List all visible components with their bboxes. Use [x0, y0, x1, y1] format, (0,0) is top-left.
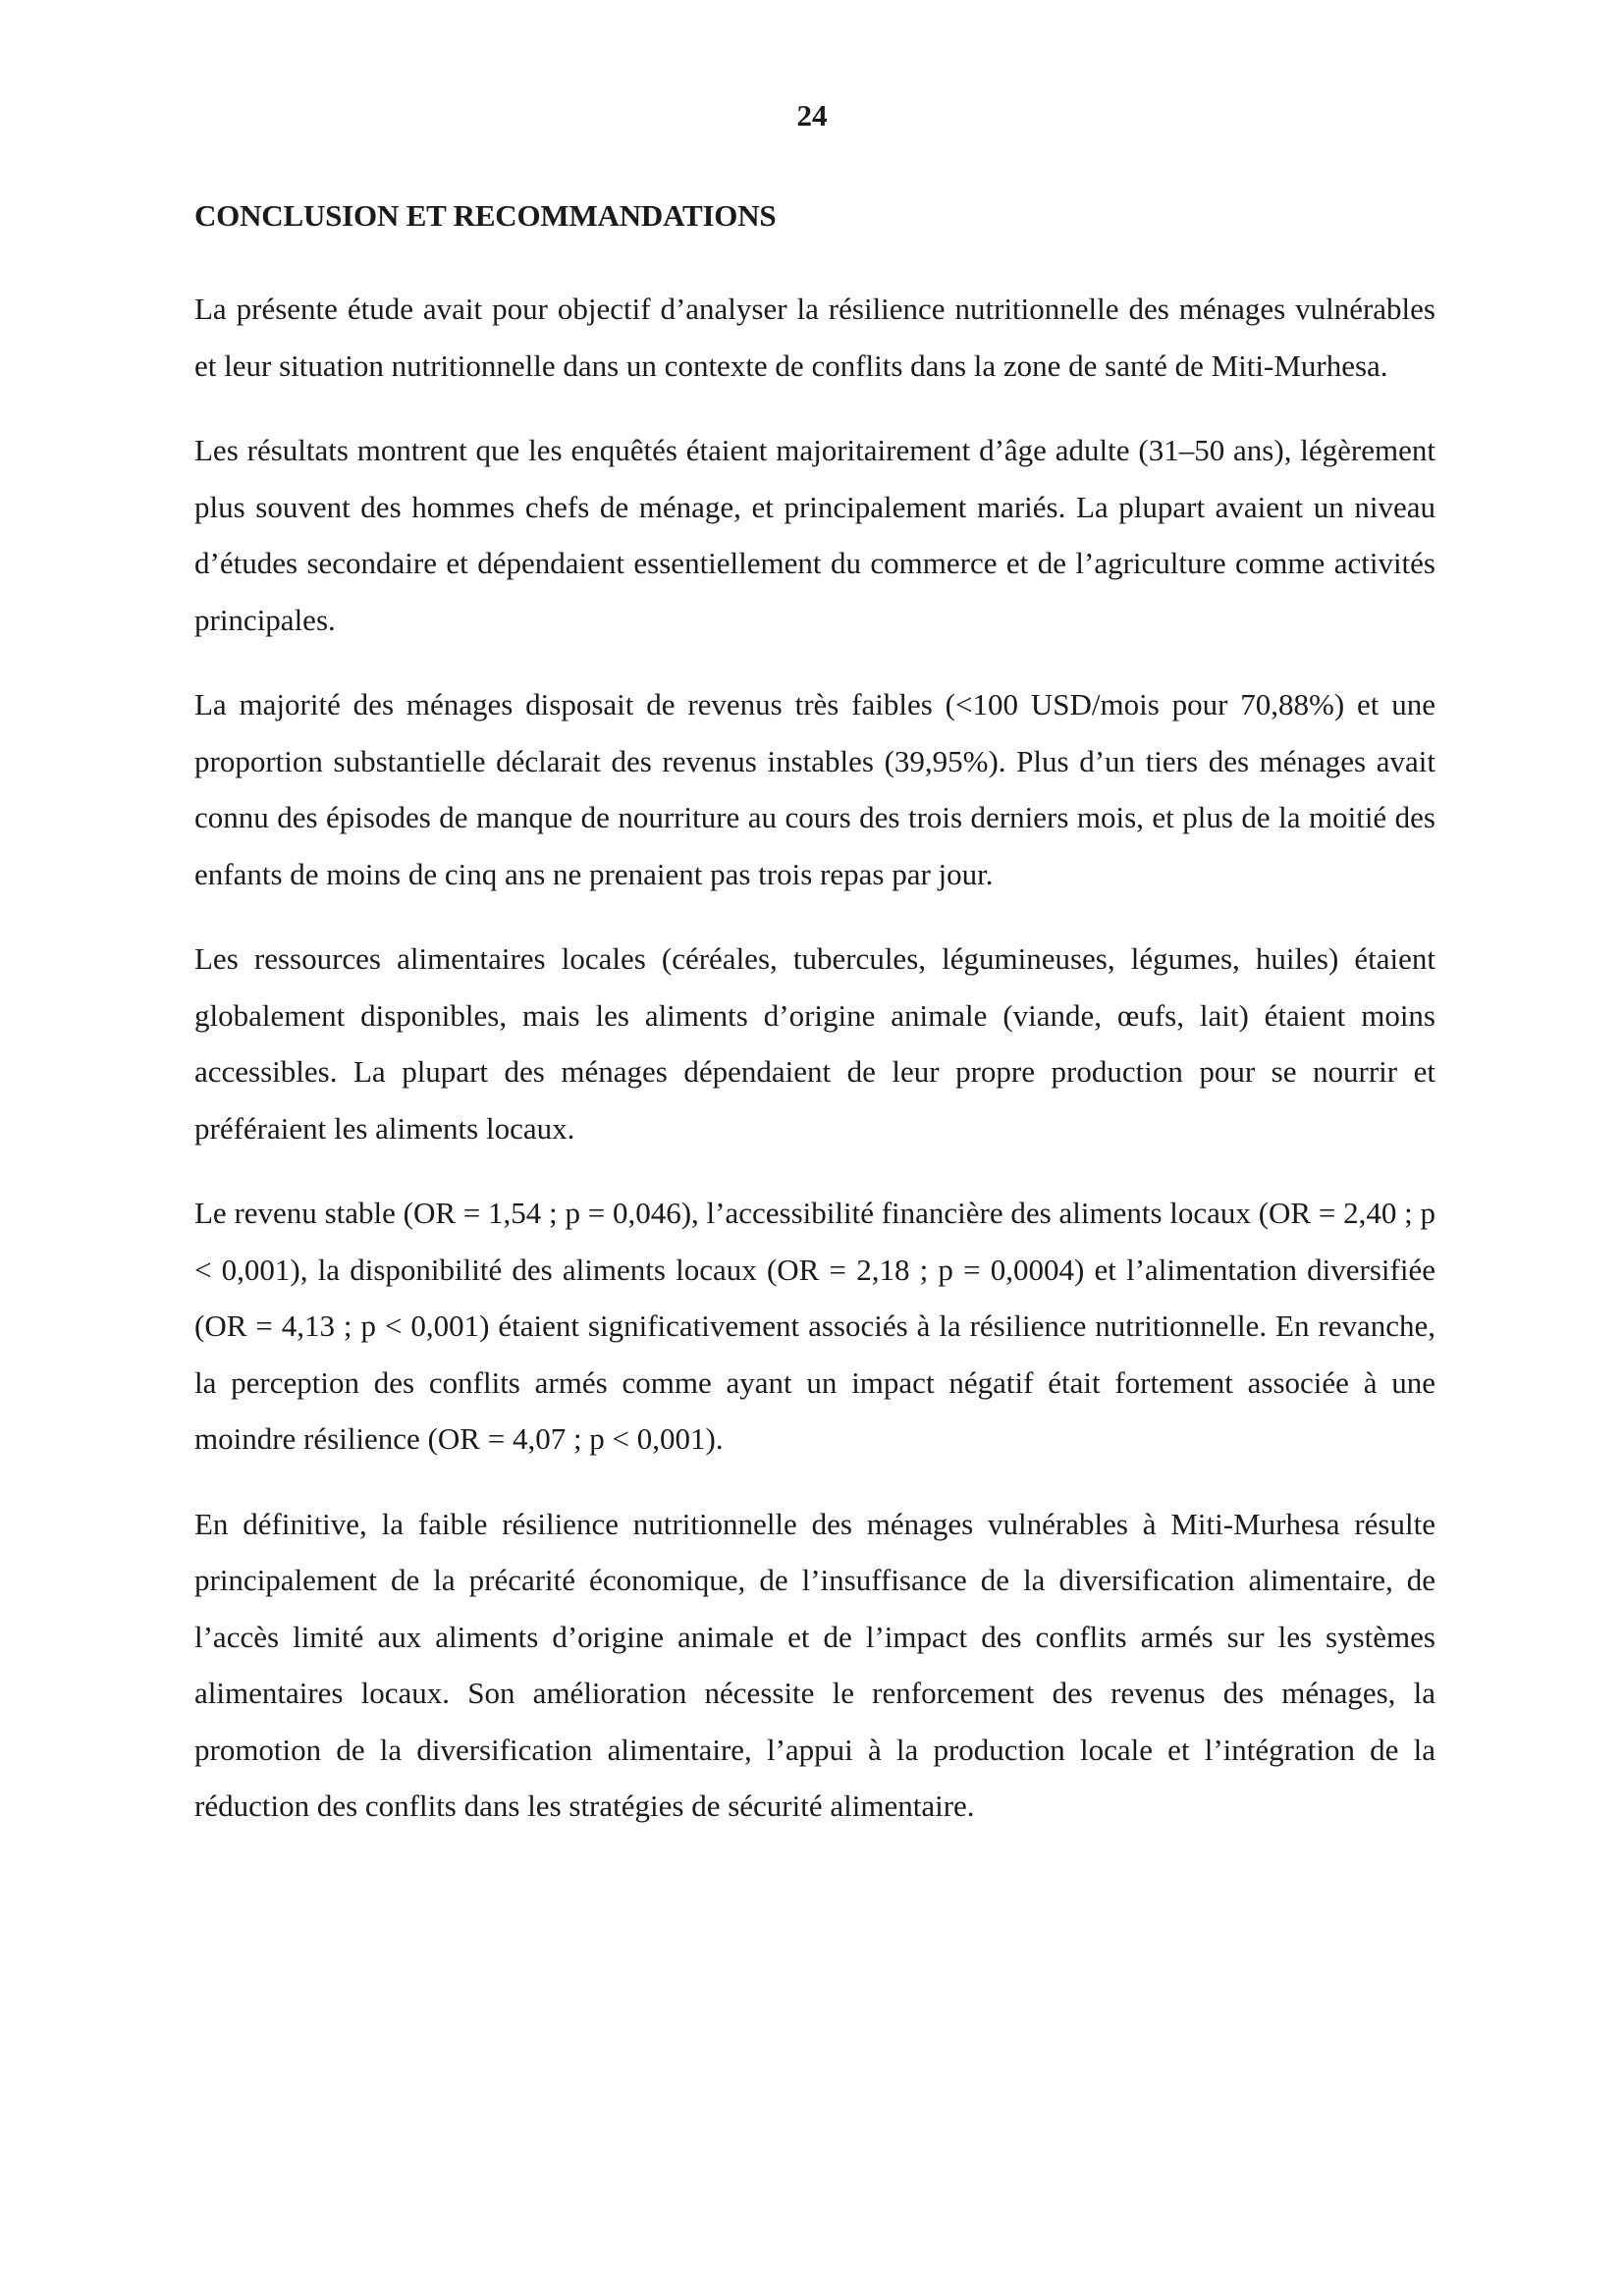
section-heading: CONCLUSION ET RECOMMANDATIONS: [194, 198, 777, 233]
paragraph-food-resources: Les ressources alimentaires locales (céréales, tubercules, légumineuses, légumes, huiles) étaient globalement disponibles, mais les aliments d’origine animale (viande, œufs, lait) étaient moins accessibles. La plupart des ménages dépendaient de leur propre production pour se nourrir et préféraient les aliments locaux.: [194, 941, 1435, 1146]
paragraph-objective: La présente étude avait pour objectif d’analyser la résilience nutritionnelle des ménages vulnérables et leur situation nutritionnelle dans un contexte de conflits dans la zone de santé de Miti-Murhesa.: [194, 292, 1435, 383]
paragraph-income: La majorité des ménages disposait de revenus très faibles (<100 USD/mois pour 70,88%) et une proportion substantielle déclarait des revenus instables (39,95%). Plus d’un tiers des ménages avait connu des épisodes de manque de nourriture au cours des trois derniers mois, et plus de la moitié des enfants de moins de cinq ans ne prenaient pas trois repas par jour.: [194, 687, 1435, 891]
document-body: [194, 192, 1435, 1863]
page-number: 24: [796, 98, 828, 133]
paragraph-final-conclusion: En définitive, la faible résilience nutritionnelle des ménages vulnérables à Miti-Murhesa résulte principalement de la précarité économique, de l’insuffisance de la diversification alimentaire, de l’accès limité aux aliments d’origine animale et de l’impact des conflits armés sur les systèmes alimentaires locaux. Son amélioration nécessite le renforcement des revenus des ménages, la promotion de la diversification alimentaire, l’appui à la production locale et l’intégration de la réduction des conflits dans les stratégies de sécurité alimentaire.: [194, 1506, 1435, 1823]
paragraph-demographics: Les résultats montrent que les enquêtés étaient majoritairement d’âge adulte (31–50 ans), légèrement plus souvent des hommes chefs de ménage, et principalement mariés. La plupart avaient un niveau d’études secondaire et dépendaient essentiellement du commerce et de l’agriculture comme activités principales.: [194, 433, 1435, 637]
paragraph-associations: Le revenu stable (OR = 1,54 ; p = 0,046), l’accessibilité financière des aliments locaux (OR = 2,40 ; p < 0,001), la disponibilité des aliments locaux (OR = 2,18 ; p = 0,0004) et l’alimentation diversifiée (OR = 4,13 ; p < 0,001) étaient significativement associés à la résilience nutritionnelle. En revanche, la perception des conflits armés comme ayant un impact négatif était fortement associée à une moindre résilience (OR = 4,07 ; p < 0,001).: [194, 1196, 1435, 1456]
